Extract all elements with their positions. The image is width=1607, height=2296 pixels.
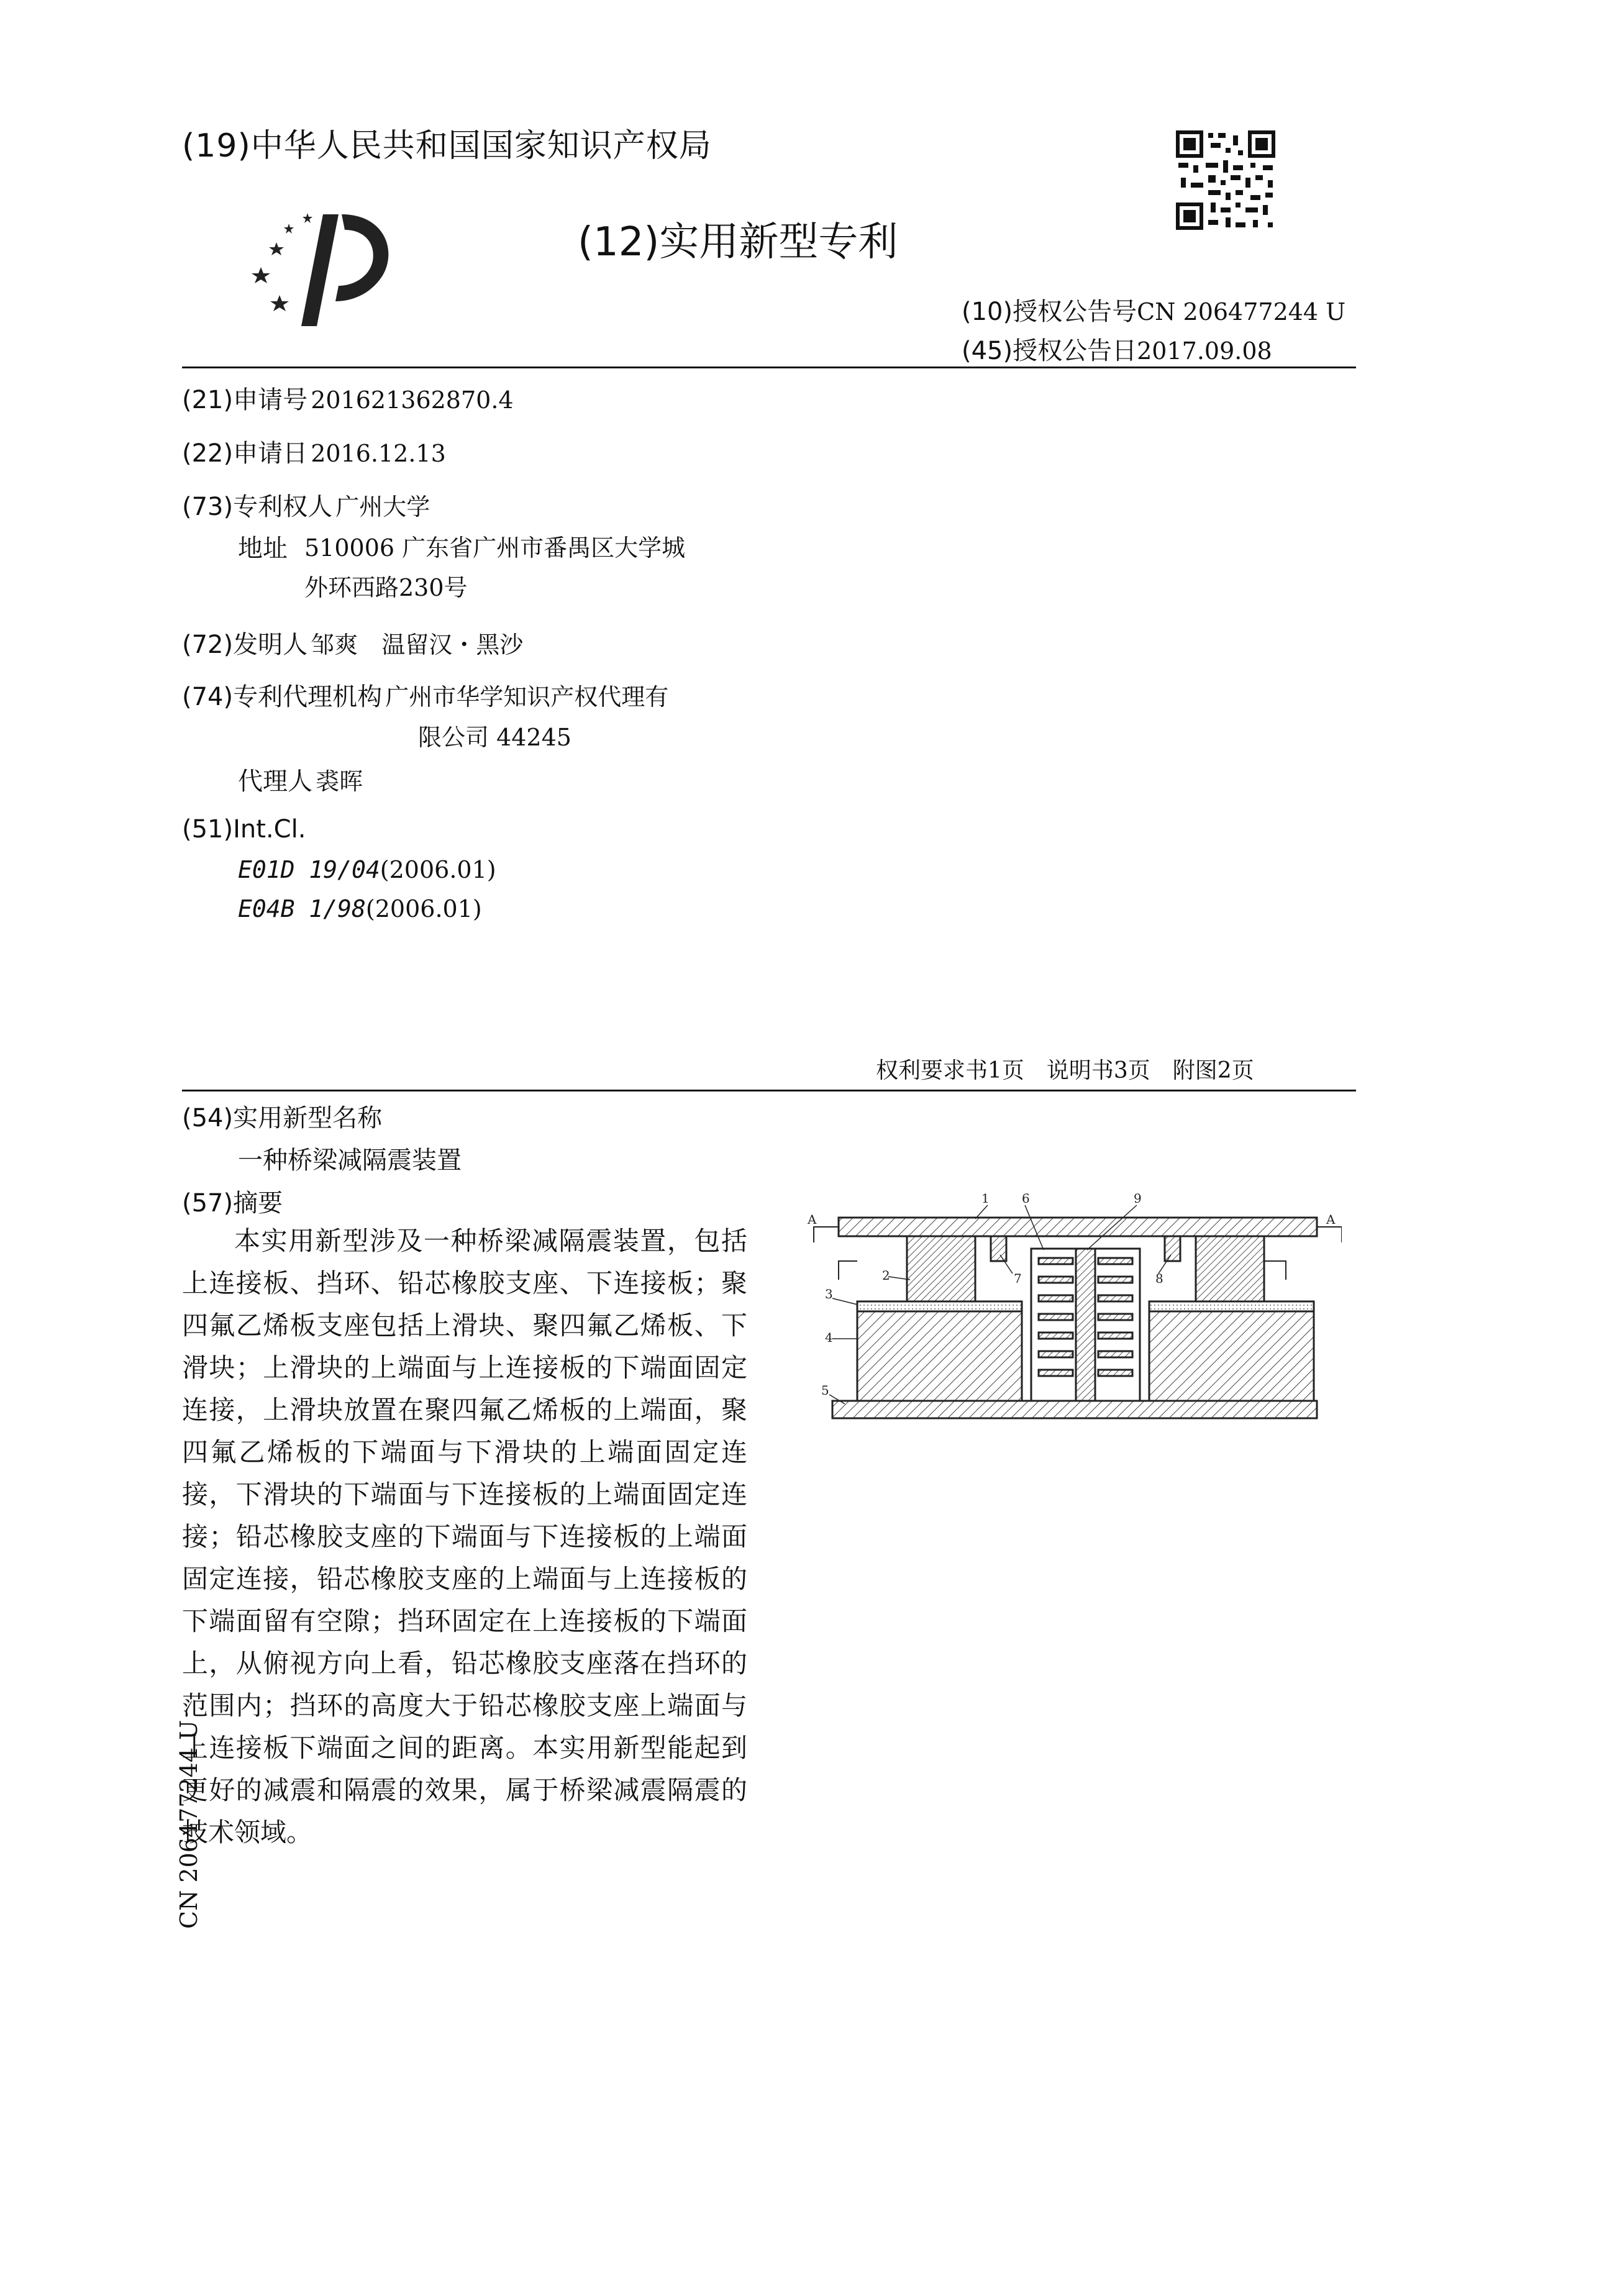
divider-middle bbox=[182, 1090, 1356, 1091]
agency bbox=[182, 677, 668, 713]
office-name: (19)中华人民共和国国家知识产权局 bbox=[182, 127, 712, 165]
patentee-value: 广州大学 bbox=[335, 493, 430, 521]
ipc-entry-1 bbox=[238, 856, 496, 883]
agent-label: 代理人 bbox=[238, 767, 312, 796]
divider-top bbox=[182, 367, 1356, 368]
address-label: 地址 bbox=[238, 534, 288, 563]
figure-label-5: 5 bbox=[821, 1383, 829, 1398]
utility-model-title: 一种桥梁减隔震装置 bbox=[238, 1146, 462, 1175]
page-counts: 权利要求书1页 说明书3页 附图2页 bbox=[876, 1058, 1254, 1083]
figure-label-8: 8 bbox=[1155, 1271, 1163, 1286]
abstract-figure bbox=[795, 1180, 1342, 1429]
lower-connecting-plate bbox=[832, 1401, 1317, 1418]
address-line-2: 外环西路230号 bbox=[304, 574, 468, 601]
figure-label-2: 2 bbox=[882, 1268, 890, 1283]
figure-label-6: 6 bbox=[1022, 1191, 1030, 1206]
abstract-body bbox=[182, 1220, 747, 1854]
address-line-1: 510006 广东省广州市番禺区大学城 bbox=[304, 534, 686, 562]
filing-date bbox=[182, 434, 446, 469]
side-publication-number bbox=[144, 1720, 203, 1929]
filing-label: (22)申请日 bbox=[182, 439, 308, 468]
figure-label-3: 3 bbox=[825, 1287, 833, 1301]
figure-label-4: 4 bbox=[825, 1330, 833, 1345]
pub-number-label: (10)授权公告号 bbox=[962, 298, 1137, 326]
app-no-value: 201621362870.4 bbox=[311, 386, 514, 414]
inventor-value: 邹爽 温留汉・黑沙 bbox=[311, 631, 524, 658]
publication-number bbox=[962, 292, 1345, 327]
abstract-label: (57)摘要 bbox=[182, 1189, 283, 1218]
figure-label-1: 1 bbox=[981, 1191, 990, 1206]
figure-label-9: 9 bbox=[1134, 1191, 1142, 1206]
agency-line-1: 广州市华学知识产权代理有 bbox=[385, 683, 669, 711]
pub-date-label: (45)授权公告日 bbox=[962, 337, 1137, 365]
publication-date bbox=[962, 331, 1272, 367]
patentee bbox=[182, 487, 430, 522]
side-number-text: CN 206477244 U bbox=[175, 1720, 203, 1929]
ipc-version-1: (2006.01) bbox=[380, 856, 496, 883]
title-label: (54)实用新型名称 bbox=[182, 1104, 383, 1132]
document-type: (12)实用新型专利 bbox=[578, 219, 898, 265]
inventor-label: (72)发明人 bbox=[182, 631, 308, 659]
cnipa-logo bbox=[248, 208, 398, 332]
filing-value: 2016.12.13 bbox=[311, 440, 446, 467]
abstract-text: 本实用新型涉及一种桥梁减隔震装置，包括上连接板、挡环、铅芯橡胶支座、下连接板；聚四氟乙烯板支座包括上滑块、聚四氟乙烯板、下滑块；上滑块的上端面与上连接板的下端面固定连接，上滑块放置在聚四氟乙烯板的上端面，聚四氟乙烯板的下端面与下滑块的上端面固定连接，下滑块的下端面与下连接板的上端面固定连接；铅芯橡胶支座的下端面与下连接板的上端面固定连接，铅芯橡胶支座的上端面与上连接板的下端面留有空隙；挡环固定在上连接板的下端面上，从俯视方向上看，铅芯橡胶支座落在挡环的范围内；挡环的高度大于铅芯橡胶支座上端面与上连接板下端面之间的距离。本实用新型能起到更好的减震和隔震的效果，属于桥梁减震隔震的技术领域。 bbox=[182, 1226, 747, 1847]
inventors bbox=[182, 625, 523, 660]
patentee-label: (73)专利权人 bbox=[182, 493, 333, 521]
application-number bbox=[182, 380, 514, 416]
intcl-label: (51)Int.Cl. bbox=[182, 815, 306, 844]
pub-date-value: 2017.09.08 bbox=[1137, 337, 1272, 365]
app-no-label: (21)申请号 bbox=[182, 386, 308, 414]
qr-code bbox=[1176, 130, 1275, 230]
agent-value: 裘晖 bbox=[316, 768, 363, 795]
section-label-left: A bbox=[808, 1212, 817, 1227]
ipc-code-1: E01D 19/04 bbox=[238, 856, 380, 883]
upper-connecting-plate bbox=[839, 1218, 1317, 1236]
ipc-code-2: E04B 1/98 bbox=[238, 895, 366, 922]
pub-number-value: CN 206477244 U bbox=[1137, 298, 1346, 326]
figure-label-7: 7 bbox=[1014, 1271, 1022, 1286]
ipc-entry-2 bbox=[238, 895, 482, 922]
section-label-right: A bbox=[1326, 1212, 1336, 1227]
agency-line-2: 限公司 44245 bbox=[418, 724, 571, 751]
ipc-version-2: (2006.01) bbox=[365, 895, 482, 922]
agent bbox=[238, 762, 363, 797]
agency-label: (74)专利代理机构 bbox=[182, 683, 383, 711]
